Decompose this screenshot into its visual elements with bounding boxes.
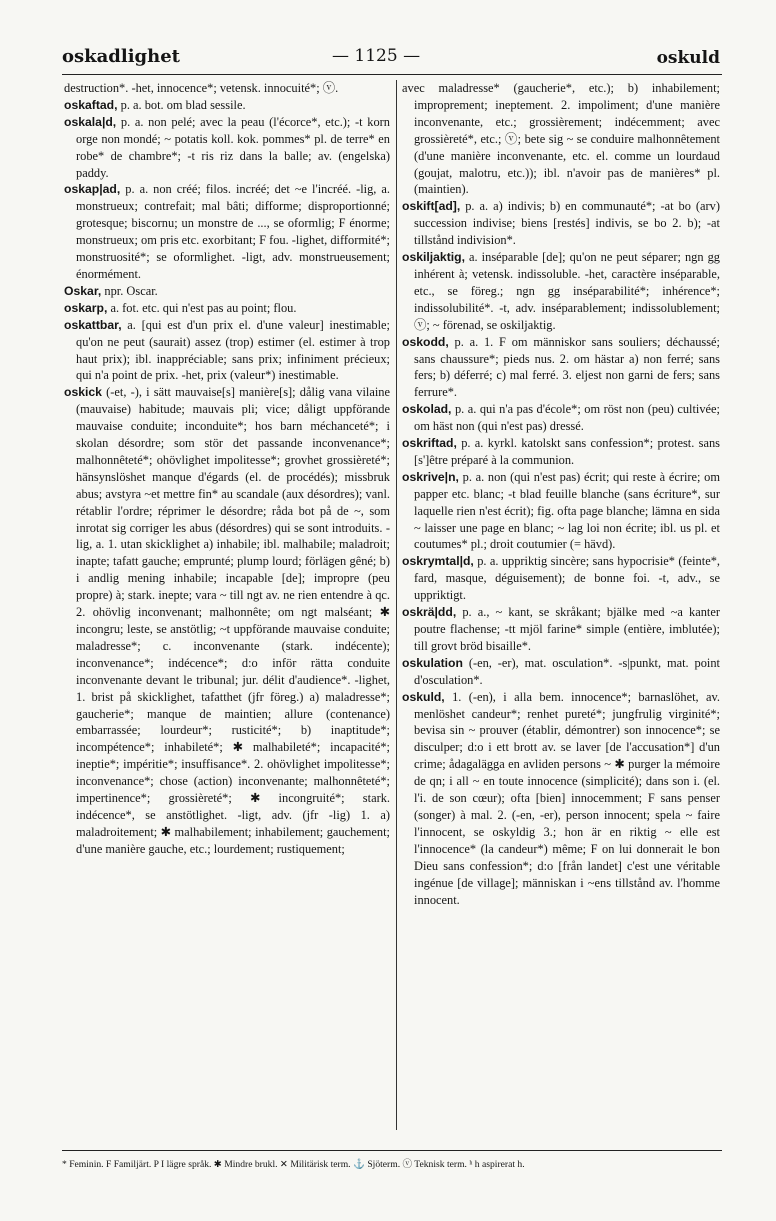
dictionary-entry [402,401,720,435]
footer-rule [62,1150,722,1151]
entry-headword: oskiljaktig, [402,250,465,265]
entry-text: a. [qui est d'un prix el. d'une valeur] inestimable; qu'on ne peut (saurait) assez (trop) estimer (el. estimer à trop haut prix); ibl. inappréciable; sans prix; infiniment précieux; qui n'a point de prix. -het, prix (valeur*) inestimable. [76,317,390,383]
dictionary-entry [64,283,390,300]
entry-headword: oskulation [402,655,463,670]
entry-text: destruction*. -het, innocence*; vetensk. innocuité*; ⓥ. [64,81,339,95]
right-column [402,80,720,1140]
entry-text: p. a., ~ kant, se skråkant; bjälke med ~a kanter poutre flachense; -tt mjöl farine* simple (entière, imblutée); till grovt bröd bisaille*. [414,605,720,653]
entry-text: (-en, -er), mat. osculation*. -s|punkt, mat. point d'osculation*. [414,655,720,687]
entry-text: 1. (-en), i alla bem. innocence*; barnaslöhet, av. menlöshet candeur*; renhet pureté*; jungfrulig virginité*; bevisa sin ~ prouver (établir, démontrer) son innocence*; se disculper; d:o i ett brott av. se laver [de l'accusation*] d'un crime; ådagalägga en avliden persons ~ ✱ purger la mémoire de qn; i all ~ en toute innocence (simplicité); dans son i. (el. l'i. de son cœur); ofta [bien] innocemment; F sans penser (songer) à mal. 2. (-en, -er), person innocent; spela ~ faire l'innocent, se oskyldig 3.; hon är en riktig ~ elle est l'innocence* (la candeur*) même; F on lui donnerait le bon Dieu sans confession*; d:o [från landet] c'est une véritable ingénue [de village]; människan i ~ens tillstånd av. l'homme innocent. [414,689,720,907]
page-header [62,44,720,72]
dictionary-entry [402,198,720,249]
entry-text: p. a. qui n'a pas d'école*; om röst non (peu) cultivée; om häst non (qui n'est pas) dressé. [414,402,720,434]
entry-headword: oskrive|n, [402,469,459,484]
entry-text: p. a. bot. om blad sessile. [120,97,246,112]
entry-text: avec maladresse* (gaucherie*, etc.); b) inhabilement; improprement; ineptement. 2. impoliment; d'une manière inconvenante, etc.; grossièrement; indécemment; avec grossièreté*, etc.; ⓥ; bete sig ~ se conduire malhonnêtement (d'une manière inconvenante, etc. el. comme un lourdaud (goujat, malotru, etc.)); ibl. n'avoir pas de manières* pl. (maintien). [402,81,720,197]
header-right-guideword: oskuld [656,48,720,68]
entry-headword: oskaftad, [64,97,118,112]
dictionary-entry [402,435,720,469]
entry-headword: oskarp, [64,300,108,315]
entry-text: a. fot. etc. qui n'est pas au point; flou. [110,300,297,315]
entry-text: (-et, -), i sätt mauvaise[s] manière[s]; dålig vana vilaine (mauvaise) habitude; mauvais pli; vice; dåligt uppförande mauvaise conduite; inconduite*; hos barn méchanceté*; i skolan désordre; som stör det passande inconvenance*; malhonnêteté*; ohövlighet impolitesse*; grovhet grossièreté*; hänsynslöshet manque d'égards (el. de procédés); missbruk abus; avstyra ~et mettre fin* au scandale (aux désordres); vanl. rétablir l'ordre; réprimer le désordre; råda bot på de ~, som inrotat sig corriger les abus (désordres) qui se sont introduits. -lig, a. 1. utan skicklighet a) inhabile; ibl. malhabile; maladroit; inapte; tafatt gauche; emprunté; plump lourd; förlägen gêné; b) i andlig mening inhabile; incapable [de]; impropre (peu propre) à; stark. inepte; vara ~ till ngt av. ne rien entendre à qc. 2. ohövlig inconvenant; malhonnête; om ngt malséant; ✱ incongru; leste, se anstötlig; ~t uppförande mauvaise conduite; maladresse*; c. inconvenante (stark. indécente); inconvenance*; indécence*; d:o inför rätta conduite inconvenante devant le tribunal; jur. délit d'audience*. -lighet, 1. brist på skicklighet, tafatthet (jfr föreg.) a) maladresse*; gaucherie*; manque de maintien; allure (contenance) embarrassée; lourdeur*; rusticité*; b) inaptitude*; incompétence*; inhabileté*; ✱ malhabileté*; incapacité*; ineptie*; impéritie*; insuffisance*. 2. ohövlighet impolitesse*; inconvenance*; chose (action) inconvenante; malhonnêteté*; impertinence*; grossièreté*; ✱ incongruité*; stark. indécence*, se anstötlighet. -ligt, adv. (jfr -lig) 1. a) maladroitement; ✱ malhabilement; inhabilement; gauchement; d'une manière gauche, etc.; lourdement; rustiquement; [76,385,390,856]
dictionary-entry [402,469,720,554]
entry-headword: oskala|d, [64,114,117,129]
entry-text: p. a. non créé; filos. incréé; det ~e l'incréé. -lig, a. monstrueux; contrefait; mal bâti; difforme; disproportionné; grotesque; biscornu; un monstre de ..., se oformlig; F énorme; monstrueux; om pris etc. exorbitant; F fou. -lighet, difformité*; monstruosité*; se oformlighet. -ligt, adv. monstrueusement; énormément. [76,182,390,281]
entry-text: a. inséparable [de]; qu'on ne peut séparer; ngn gg inhérent à; vetensk. indissoluble. -het, caractère inséparable, etc., se föreg.; ngn gg inséparabilité*; inhérence*; indissolubilité*. -t, adv. inséparablement; indissolublement; ⓥ; ~ förenad, se oskiljaktig. [414,250,720,332]
entry-headword: oskolad, [402,402,452,417]
entry-text: p. a. uppriktig sincère; sans hypocrisie* (feinte*, fard, masque, déguisement); de bonne foi. -t, adv., se uppriktigt. [414,554,720,603]
abbreviation-legend: * Feminin. F Familjärt. P I lägre språk. ✱ Mindre brukl. ✕ Militärisk term. ⚓ Sjöterm. ⓥ Teknisk term. ʰ h aspirerat h. [62,1159,525,1170]
entry-text: p. a. 1. F om människor sans souliers; déchaussé; sans chaussure*; pieds nus. 2. om hästar a) non ferré; sans fers; b) déferré; c) mal ferré. 3. eljest non garni de fers; sans ferrure*. [414,334,720,400]
entry-text: p. a. a) indivis; b) en communauté*; -at bo (arv) succession indivise; biens [restés] indivis, se bo 2. b); -at tillstånd indivision*. [414,199,720,248]
dictionary-entry [64,80,390,97]
entry-headword: oskuld, [402,689,445,704]
entry-headword: oskrymtal|d, [402,554,474,569]
entry-text: p. a. non (qui n'est pas) écrit; qui reste à écrire; om papper etc. blanc; -t blad feuille blanche (sans écriture*, sur laquelle rien n'est écrit); fig. ofta page blanche; lämna en sida ~ laisser une page en blanc; ~ lag loi non écrite; ibl. us pl. et coutumes* pl.; droit coutumier (= hävd). [414,469,720,552]
entry-text: p. a. non pelé; avec la peau (l'écorce*, etc.); -t korn orge non mondé; ~ potatis koll. kok. pommes* pl. de terre* en robe* de chambre*; -t ris riz dans la balle; av. (engelska) paddy. [76,114,390,180]
entry-headword: oskap|ad, [64,182,121,197]
left-column [64,80,390,1130]
entry-headword: oskick [64,385,102,400]
dictionary-entry [64,317,390,385]
entry-headword: oskrä|dd, [402,605,457,620]
entry-text: p. a. kyrkl. katolskt sans confession*; protest. sans [s']être préparé à la communion. [414,436,720,467]
dictionary-entry [64,114,390,182]
entry-headword: Oskar, [64,283,102,298]
column-divider [396,80,397,1130]
dictionary-entry [64,181,390,282]
dictionary-entry [402,655,720,689]
dictionary-entry [64,384,390,857]
dictionary-entry [64,300,390,317]
dictionary-entry [402,249,720,334]
dictionary-entry [64,97,390,114]
entry-headword: oskattbar, [64,317,122,332]
page-number: — 1125 — [332,46,421,66]
header-rule [62,74,722,75]
entry-headword: oskriftad, [402,436,457,451]
dictionary-entry [402,334,720,402]
dictionary-entry [402,553,720,604]
header-left-guideword: oskadlighet [62,46,180,67]
dictionary-entry [402,80,720,198]
entry-headword: oskodd, [402,334,449,349]
dictionary-entry [402,604,720,655]
dictionary-entry [402,689,720,909]
entry-headword: oskift[ad], [402,199,461,214]
entry-text: npr. Oscar. [104,283,158,298]
